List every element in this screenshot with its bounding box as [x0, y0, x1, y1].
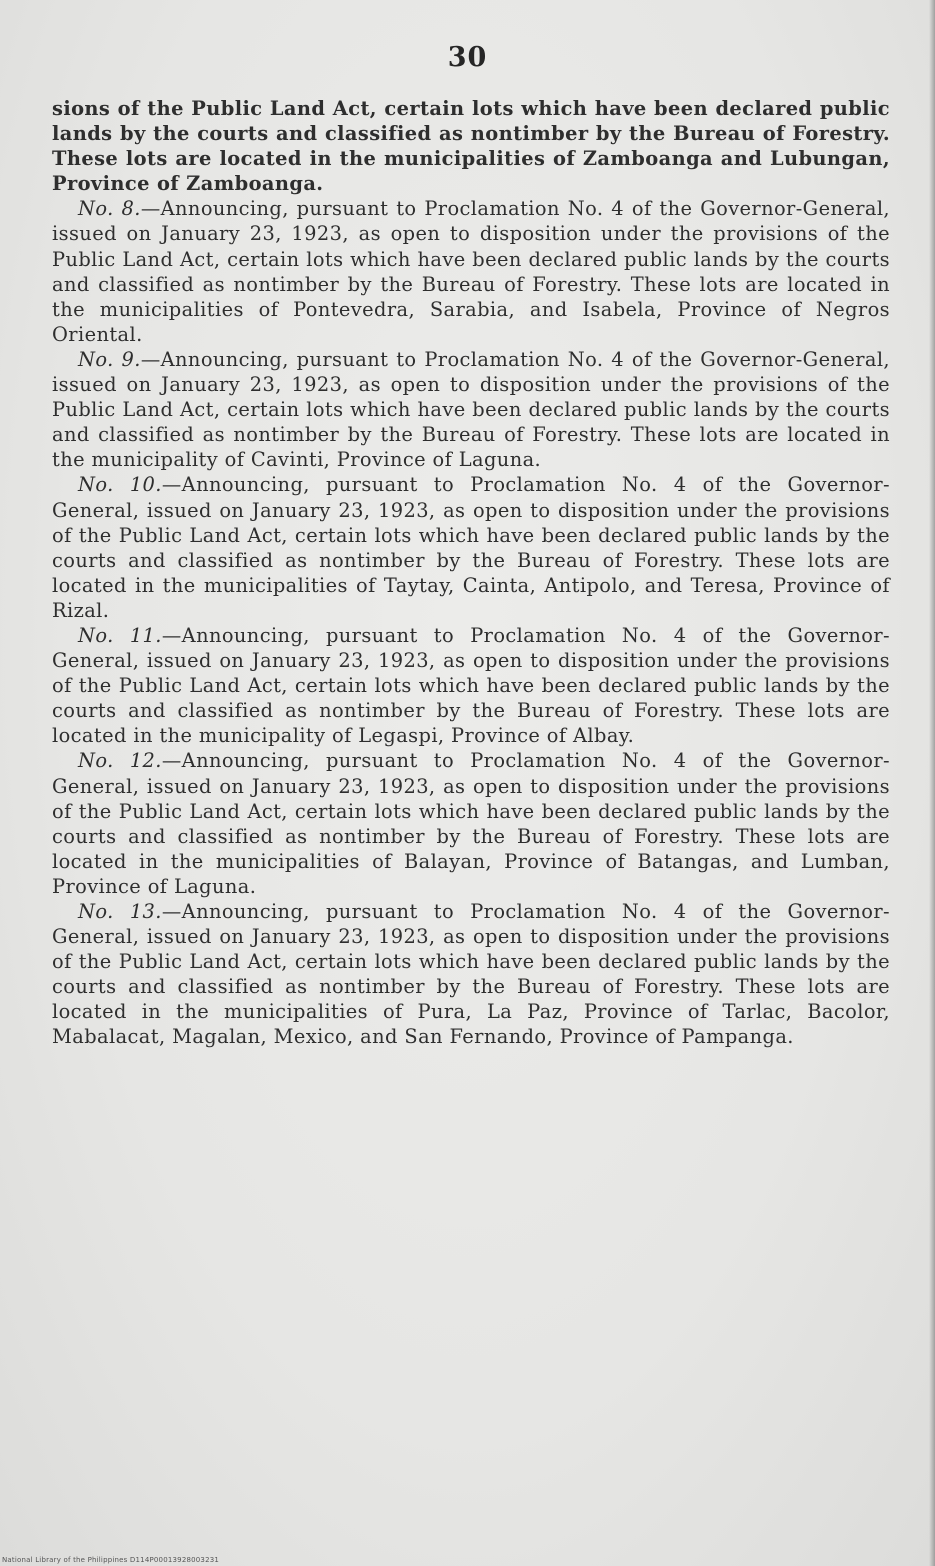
paragraph-continuation	[52, 96, 890, 196]
paragraph-no-13	[52, 899, 890, 1050]
paragraph-number: No. 11.	[78, 623, 162, 647]
paragraph-text: —Announcing, pursuant to Proclamation No. 4 of the Governor-General, issued on January 23, 1923, as open to disposition under the provisions of the Public Land Act, certain lots which have been declared public lands by the courts and classified as nontimber by the Bureau of Forestry. These lots are located in the municipalities of Pontevedra, Sarabia, and Isabela, Province of Negros Oriental.	[52, 197, 890, 346]
paragraph-no-8	[52, 196, 890, 347]
body-text	[52, 96, 890, 1050]
scan-footer-note: National Library of the Philippines D114P00013928003231	[2, 1556, 220, 1564]
page-edge-shadow	[929, 0, 935, 1566]
paragraph-text: —Announcing, pursuant to Proclamation No. 4 of the Governor-General, issued on January 23, 1923, as open to disposition under the provisions of the Public Land Act, certain lots which have been declared public lands by the courts and classified as nontimber by the Bureau of Forestry. These lots are located in the municipality of Legaspi, Province of Albay.	[52, 623, 890, 748]
paragraph-no-12	[52, 748, 890, 899]
paragraph-text: —Announcing, pursuant to Proclamation No. 4 of the Governor-General, issued on January 23, 1923, as open to disposition under the provisions of the Public Land Act, certain lots which have been declared public lands by the courts and classified as nontimber by the Bureau of Forestry. These lots are located in the municipalities of Balayan, Province of Batangas, and Lumban, Province of Laguna.	[52, 749, 890, 898]
paragraph-text: —Announcing, pursuant to Proclamation No. 4 of the Governor-General, issued on January 23, 1923, as open to disposition under the provisions of the Public Land Act, certain lots which have been declared public lands by the courts and classified as nontimber by the Bureau of Forestry. These lots are located in the municipality of Cavinti, Province of Laguna.	[52, 347, 890, 472]
paragraph-number: No. 10.	[78, 473, 162, 497]
paragraph-text: sions of the Public Land Act, certain lots which have been declared public lands by the courts and classified as nontimber by the Bureau of Forestry. These lots are located in the municipalities of Zamboanga and Lubungan, Province of Zamboanga.	[52, 97, 890, 196]
paragraph-no-10	[52, 472, 890, 623]
paragraph-number: No. 8.	[78, 197, 141, 221]
paragraph-text: —Announcing, pursuant to Proclamation No. 4 of the Governor-General, issued on January 23, 1923, as open to disposition under the provisions of the Public Land Act, certain lots which have been declared public lands by the courts and classified as nontimber by the Bureau of Forestry. These lots are located in the municipalities of Taytay, Cainta, Antipolo, and Teresa, Province of Rizal.	[52, 473, 890, 622]
paragraph-number: No. 13.	[78, 900, 162, 923]
paragraph-no-9	[52, 347, 890, 472]
paragraph-number: No. 9.	[78, 347, 141, 371]
paragraph-number: No. 12.	[78, 749, 162, 773]
paragraph-no-11	[52, 623, 890, 748]
paragraph-text: —Announcing, pursuant to Proclamation No. 4 of the Governor-General, issued on January 23, 1923, as open to disposition under the provisions of the Public Land Act, certain lots which have been declared public lands by the courts and classified as nontimber by the Bureau of Forestry. These lots are located in the municipalities of Pura, La Paz, Province of Tarlac, Bacolor, Mabalacat, Magalan, Mexico, and San Fernando, Province of Pampanga.	[52, 900, 890, 1049]
page-number: 30	[447, 42, 488, 73]
